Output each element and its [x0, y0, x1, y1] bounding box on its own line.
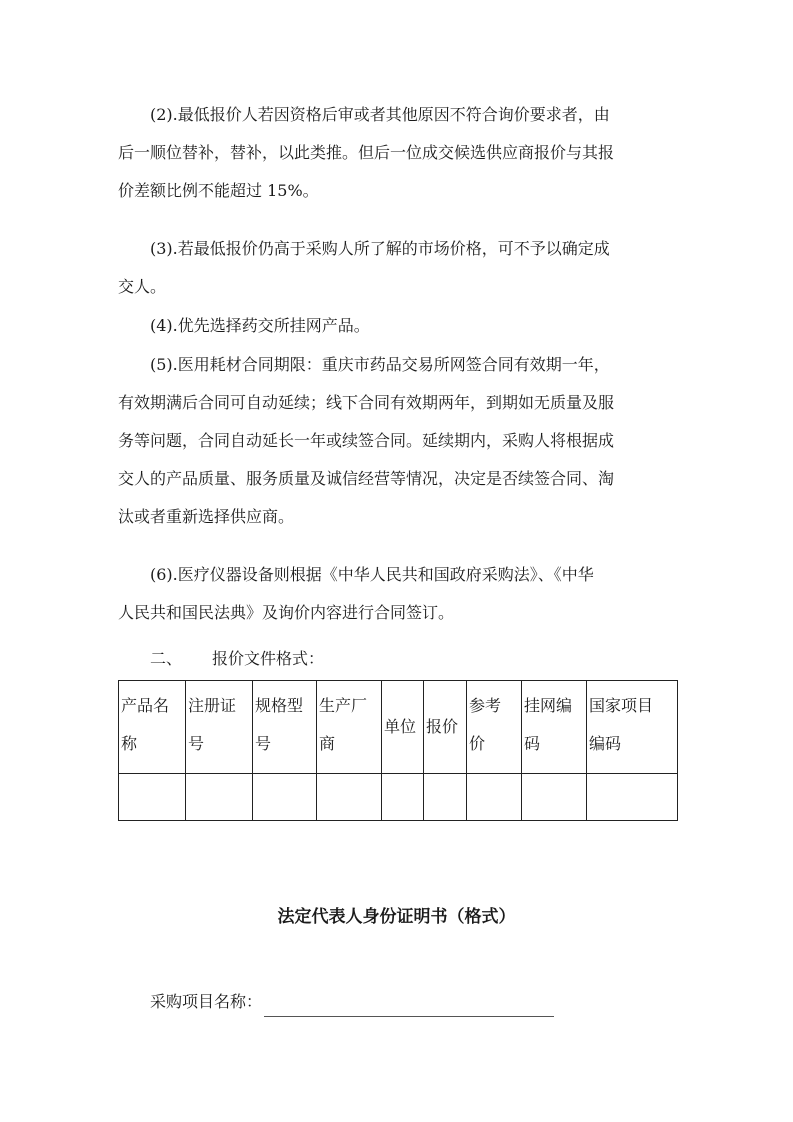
project-name-blank[interactable] — [264, 994, 554, 1017]
paragraph-line: 交人的产品质量、服务质量及诚信经营等情况，决定是否续签合同、淘 — [118, 469, 615, 488]
paragraph-line: 交人。 — [118, 277, 167, 296]
column-header-text: 生产厂 — [319, 696, 368, 715]
column-header — [424, 681, 467, 774]
paragraph-line: (4).优先选择药交所挂网产品。 — [150, 316, 370, 335]
paragraph-line: 有效期满后合同可自动延续；线下合同有效期两年，到期如无质量及服 — [118, 393, 615, 412]
paragraph-line: 人民共和国民法典》及询价内容进行合同签订。 — [118, 603, 455, 622]
column-header — [186, 681, 253, 774]
column-header — [317, 681, 382, 774]
table-cell — [382, 774, 424, 821]
paragraph-p6 — [118, 556, 678, 632]
table-cell — [467, 774, 522, 821]
table-cell — [253, 774, 317, 821]
paragraph-line: (3).若最低报价仍高于采购人所了解的市场价格，可不予以确定成 — [150, 239, 610, 258]
column-header — [522, 681, 587, 774]
column-header-text: 称 — [121, 734, 138, 753]
table-cell — [317, 774, 382, 821]
paragraph-line: 后一顺位替补，替补，以此类推。但后一位成交候选供应商报价与其报 — [118, 143, 615, 162]
table-cell — [186, 774, 253, 821]
paragraph-line: (2).最低报价人若因资格后审或者其他原因不符合询价要求者，由 — [150, 105, 610, 124]
column-header-text: 参考 — [469, 696, 502, 715]
column-header-text: 产品名 — [121, 696, 170, 715]
paragraph-p2 — [118, 96, 678, 210]
column-header-text: 单位 — [384, 717, 417, 736]
column-header-text: 注册证 — [188, 696, 237, 715]
paragraph-line: (5).医用耗材合同期限：重庆市药品交易所网签合同有效期一年， — [150, 355, 610, 374]
column-header-text: 码 — [524, 734, 541, 753]
table-row — [119, 774, 678, 821]
column-header-text: 挂网编 — [524, 696, 573, 715]
paragraph-line: 价差额比例不能超过 15%。 — [118, 181, 319, 200]
paragraph-p3 — [118, 230, 678, 306]
column-header — [587, 681, 678, 774]
table-cell — [522, 774, 587, 821]
table-cell — [587, 774, 678, 821]
paragraph-p5 — [118, 346, 678, 536]
column-header-text: 编码 — [589, 734, 622, 753]
column-header-text: 号 — [255, 734, 272, 753]
project-name-label: 采购项目名称： — [150, 992, 263, 1011]
column-header — [119, 681, 186, 774]
section-heading — [150, 644, 324, 674]
column-header-text: 国家项目 — [589, 696, 654, 715]
column-header-text: 号 — [188, 734, 205, 753]
column-header-text: 报价 — [426, 717, 459, 736]
table-cell — [424, 774, 467, 821]
column-header — [382, 681, 424, 774]
paragraph-line: 汰或者重新选择供应商。 — [118, 507, 295, 526]
column-header-text: 规格型 — [255, 696, 304, 715]
paragraph-p4 — [118, 307, 678, 345]
section-title: 报价文件格式： — [212, 649, 325, 668]
paragraph-line: 务等问题，合同自动延长一年或续签合同。延续期内，采购人将根据成 — [118, 431, 615, 450]
section-number: 二、 — [150, 649, 183, 668]
table-cell — [119, 774, 186, 821]
table-header-row — [119, 681, 678, 774]
column-header — [253, 681, 317, 774]
project-name-field — [150, 987, 554, 1017]
quote-format-table — [118, 680, 678, 821]
column-header-text: 价 — [469, 734, 486, 753]
column-header-text: 商 — [319, 734, 336, 753]
paragraph-line: (6).医疗仪器设备则根据《中华人民共和国政府采购法》、《中华 — [150, 565, 594, 584]
column-header — [467, 681, 522, 774]
certificate-title: 法定代表人身份证明书（格式） — [277, 907, 516, 927]
